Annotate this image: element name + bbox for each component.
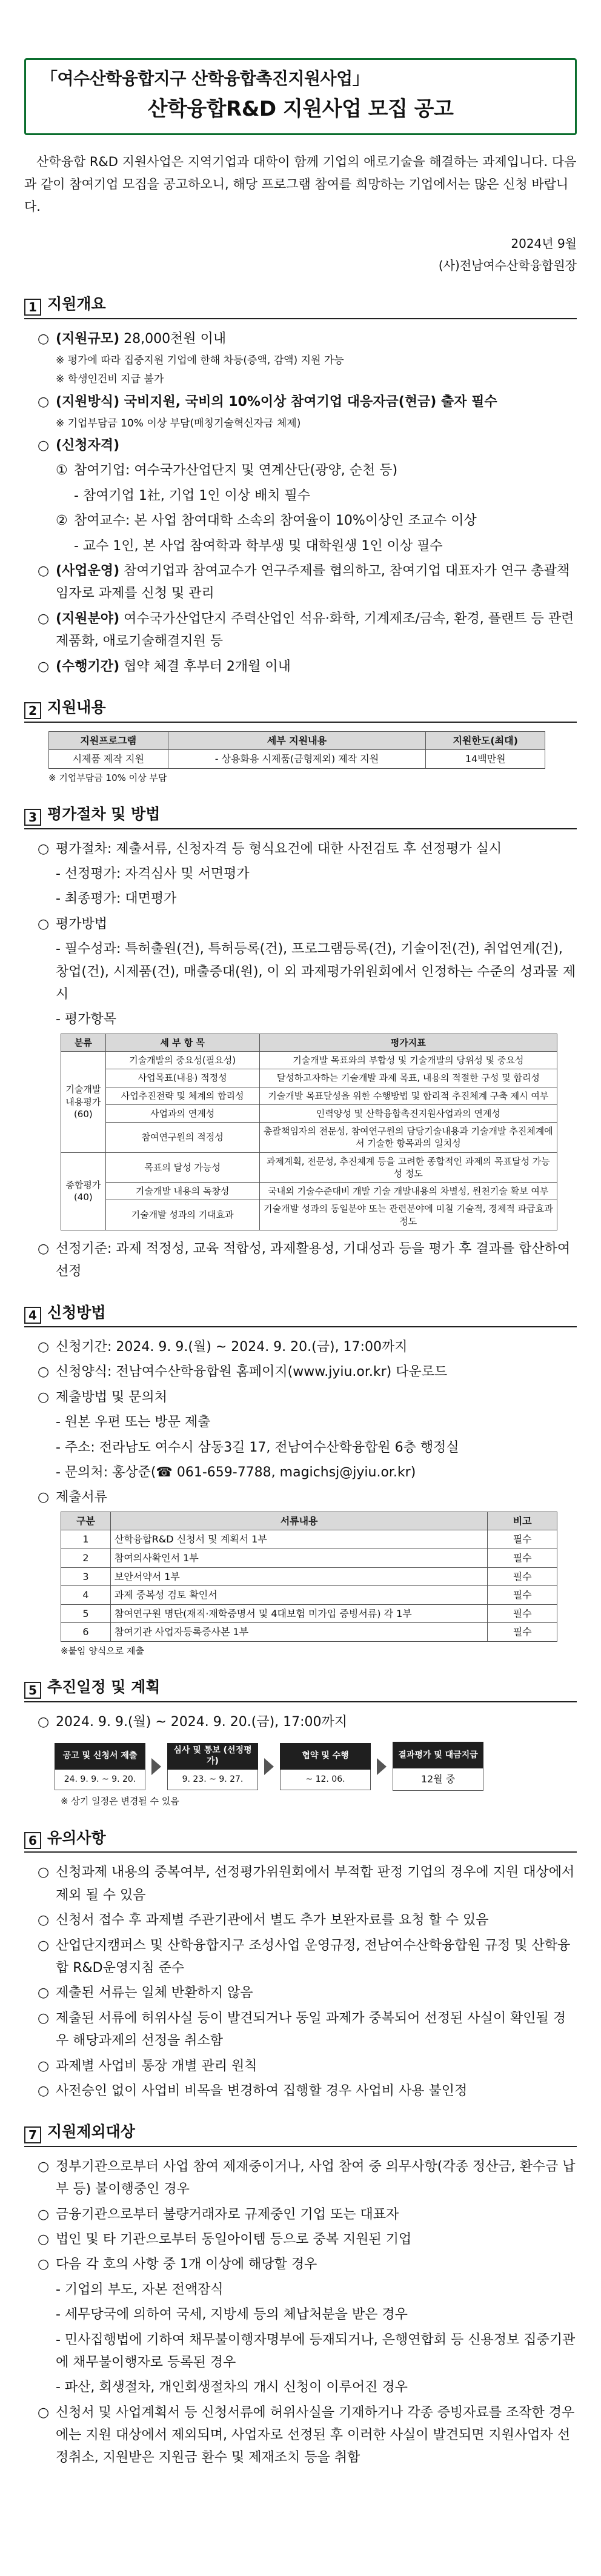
circle-bullet-icon: ○ xyxy=(38,2159,50,2174)
item-key: (수행기간) xyxy=(56,659,120,674)
table-cell: 필수 xyxy=(488,1623,557,1642)
list-item xyxy=(24,913,577,935)
item-key: (사업운영) xyxy=(56,563,120,579)
sub-item: - 민사집행법에 기하여 채무불이행자명부에 등재되거나, 은행연합회 등 신용정보 집중기관에 채무불이행자로 등록된 경우 xyxy=(56,2332,576,2370)
list-item xyxy=(24,2228,577,2251)
item-value: 평가절차: 제출서류, 신청자격 등 형식요건에 대한 사전검토 후 선정평가 실시 xyxy=(56,841,502,857)
table-row xyxy=(61,1567,557,1586)
table-header-row xyxy=(61,1512,557,1530)
circle-bullet-icon: ○ xyxy=(38,394,50,410)
list-item xyxy=(24,391,577,413)
table-cell: 참여의사확인서 1부 xyxy=(110,1549,487,1568)
column-header: 구분 xyxy=(61,1512,111,1530)
table-row xyxy=(49,750,545,769)
table-cell: 기술개발 내용의 독창성 xyxy=(105,1183,259,1200)
section-precautions xyxy=(24,1827,577,2102)
arrow-right-icon xyxy=(264,1758,274,1775)
sub-item: - 선정평가: 자격심사 및 서면평가 xyxy=(56,866,250,882)
table-header-row xyxy=(49,731,545,750)
section-title: 지원개요 xyxy=(47,295,106,313)
item-value: 금융기관으로부터 불량거래자로 규제중인 기업 또는 대표자 xyxy=(56,2206,399,2222)
table-cell: 14백만원 xyxy=(426,750,545,769)
section-number: 5 xyxy=(24,1682,41,1699)
section-schedule xyxy=(24,1676,577,1808)
sub-item: - 파산, 회생절차, 개인회생절차의 개시 신청이 이루어진 경우 xyxy=(56,2380,408,2395)
announcement-title: 산학융합R&D 지원사업 모집 공고 xyxy=(147,97,454,121)
table-cell: 기술개발 성과의 동일분야 또는 관련분야에 미칠 기술적, 경제적 파급효과 정도 xyxy=(259,1200,557,1230)
schedule-step xyxy=(55,1743,145,1790)
circle-bullet-icon: ○ xyxy=(38,841,50,857)
item-value: 정부기관으로부터 사업 참여 제재중이거나, 사업 참여 중 의무사항(각종 정산금, 환수금 납부 등) 불이행중인 경우 xyxy=(56,2159,576,2197)
group-cell: 종합평가(40) xyxy=(61,1152,106,1230)
section-heading xyxy=(24,1301,577,1328)
table-row xyxy=(61,1152,557,1183)
item-value: 제출된 서류에 허위사실 등이 발견되거나 동일 과제가 중복되어 선정된 사실이 확인될 경우 해당과제의 선정을 취소함 xyxy=(56,2010,566,2049)
circle-bullet-icon: ○ xyxy=(38,2231,50,2247)
sub-item: - 주소: 전라남도 여수시 삼동3길 17, 전남여수산학융합원 6층 행정실 xyxy=(56,1439,459,1455)
intro-paragraph: 산학융합 R&D 지원사업은 지역기업과 대학이 함께 기업의 애로기술을 해결하는 과제입니다. 다음과 같이 참여기업 모집을 공고하오니, 해당 프로그램 참여를 희망하는 기업에서는 많은 신청 바랍니다. xyxy=(24,154,577,214)
documents-table xyxy=(61,1512,557,1642)
item-value: 신청기간: 2024. 9. 9.(월) ~ 2024. 9. 20.(금), 17:00까지 xyxy=(56,1339,408,1355)
circle-bullet-icon: ○ xyxy=(38,659,50,674)
section-heading xyxy=(24,1676,577,1702)
note-text: ※ 기업부담금 10% 이상 부담 xyxy=(48,772,167,783)
sub-item: - 세무당국에 의하여 국세, 지방세 등의 체납처분을 받은 경우 xyxy=(56,2307,408,2323)
list-item xyxy=(24,560,577,605)
table-row xyxy=(61,1069,557,1087)
list-item xyxy=(24,1982,577,2004)
item-value: 참여기업: 여수국가산업단지 및 연계산단(광양, 순천 등) xyxy=(74,463,398,479)
item-key: (지원방식) xyxy=(56,394,120,410)
circle-bullet-icon: ○ xyxy=(38,1490,50,1505)
list-item xyxy=(24,510,577,532)
note-text: ※ 학생인건비 지급 불가 xyxy=(56,373,164,386)
item-value: 법인 및 타 기관으로부터 동일아이템 등으로 중복 지원된 기업 xyxy=(56,2231,412,2247)
circled-one-icon: ① xyxy=(56,463,68,479)
section-title: 지원제외대상 xyxy=(47,2123,135,2141)
table-cell: 인력양성 및 산학융합촉진지원사업과의 연계성 xyxy=(259,1104,557,1122)
list-item xyxy=(24,2156,577,2201)
circle-bullet-icon: ○ xyxy=(38,2206,50,2222)
table-cell: 1 xyxy=(61,1530,111,1549)
item-value: 신청서 접수 후 과제별 주관기관에서 별도 추가 보완자료를 요청 할 수 있음 xyxy=(56,1913,489,1928)
section-title: 추진일정 및 계획 xyxy=(47,1678,161,1696)
table-cell: 참여연구원 명단(재직·재학증명서 및 4대보험 미가입 증빙서류) 각 1부 xyxy=(110,1604,487,1623)
step-date: ~ 12. 06. xyxy=(280,1770,371,1790)
table-header-row xyxy=(61,1034,557,1051)
table-cell: - 상용화용 시제품(금형제외) 제작 지원 xyxy=(168,750,426,769)
list-item xyxy=(24,459,577,482)
table-cell: 필수 xyxy=(488,1530,557,1549)
item-value: 협약 체결 후부터 2개월 이내 xyxy=(124,659,291,674)
note-text: ※ 기업부담금 10% 이상 부담(매칭기술혁신자금 체제) xyxy=(56,417,301,430)
list-item xyxy=(24,656,577,678)
list-item xyxy=(24,1909,577,1931)
title-box xyxy=(24,58,577,135)
list-item xyxy=(24,1386,577,1409)
schedule-flow xyxy=(55,1742,577,1791)
circle-bullet-icon: ○ xyxy=(38,916,50,932)
table-cell: 참여기관 사업자등록증사본 1부 xyxy=(110,1623,487,1642)
table-cell: 기술개발 목표와의 부합성 및 기술개발의 당위성 및 중요성 xyxy=(259,1052,557,1069)
table-cell: 사업추진전략 및 체계의 합리성 xyxy=(105,1087,259,1104)
table-cell: 사업목표(내용) 적정성 xyxy=(105,1069,259,1087)
list-item xyxy=(24,1861,577,1907)
circle-bullet-icon: ○ xyxy=(38,438,50,454)
circle-bullet-icon: ○ xyxy=(38,1241,50,1256)
sub-item: - 원본 우편 또는 방문 제출 xyxy=(56,1415,211,1430)
section-support xyxy=(24,696,577,785)
list-item xyxy=(24,1486,577,1509)
table-cell: 필수 xyxy=(488,1567,557,1586)
section-title: 신청방법 xyxy=(47,1303,106,1321)
section-number: 7 xyxy=(24,2126,41,2143)
list-item xyxy=(24,2253,577,2276)
table-cell: 기술개발의 중요성(필요성) xyxy=(105,1052,259,1069)
item-value: 과제별 사업비 통장 개별 관리 원칙 xyxy=(56,2058,257,2074)
sub-item: - 문의처: 홍상준(☎ 061-659-7788, magichsj@jyiu.or.kr) xyxy=(56,1465,416,1481)
circle-bullet-icon: ○ xyxy=(38,1389,50,1405)
table-row xyxy=(61,1604,557,1623)
table-row xyxy=(61,1183,557,1200)
list-item xyxy=(24,2007,577,2053)
table-row xyxy=(61,1052,557,1069)
list-item xyxy=(24,1238,577,1283)
sub-item: - 교수 1인, 본 사업 참여학과 학부생 및 대학원생 1인 이상 필수 xyxy=(74,538,443,554)
circle-bullet-icon: ○ xyxy=(38,331,50,347)
step-title: 공고 및 신청서 제출 xyxy=(55,1743,145,1770)
item-value: 참여기업과 참여교수가 연구주제를 협의하고, 참여기업 대표자가 연구 총괄책임자로 과제를 신청 및 관리 xyxy=(56,563,570,602)
column-header: 세부 지원내용 xyxy=(168,731,426,750)
list-item xyxy=(24,328,577,350)
section-heading xyxy=(24,696,577,723)
circle-bullet-icon: ○ xyxy=(38,1913,50,1928)
table-cell: 총괄책임자의 전문성, 참여연구원의 담당기술내용과 기술개발 추진체계에서 기술한 항목과의 일치성 xyxy=(259,1123,557,1153)
section-application xyxy=(24,1301,577,1658)
circled-two-icon: ② xyxy=(56,513,68,529)
group-cell: 기술개발내용평가(60) xyxy=(61,1052,106,1153)
table-cell: 참여연구원의 적정성 xyxy=(105,1123,259,1153)
list-item xyxy=(24,1336,577,1358)
circle-bullet-icon: ○ xyxy=(38,2405,50,2420)
list-item xyxy=(24,1934,577,1980)
section-number: 1 xyxy=(24,299,41,316)
section-exclusions xyxy=(24,2120,577,2469)
arrow-right-icon xyxy=(377,1758,387,1775)
evaluation-table xyxy=(61,1034,557,1230)
section-overview xyxy=(24,293,577,678)
list-item xyxy=(24,1711,577,1733)
column-header: 평가지표 xyxy=(259,1034,557,1051)
circle-bullet-icon: ○ xyxy=(38,1364,50,1380)
list-item xyxy=(24,2203,577,2226)
circle-bullet-icon: ○ xyxy=(38,2083,50,2099)
table-cell: 2 xyxy=(61,1549,111,1568)
section-evaluation xyxy=(24,803,577,1283)
circle-bullet-icon: ○ xyxy=(38,2058,50,2074)
section-number: 6 xyxy=(24,1832,41,1849)
support-table xyxy=(48,731,545,769)
schedule-step xyxy=(393,1742,483,1791)
list-item xyxy=(24,2402,577,2469)
item-value: 선정기준: 과제 적정성, 교육 적합성, 과제활용성, 기대성과 등을 평가 후 결과를 합산하여 선정 xyxy=(56,1241,571,1280)
table-cell: 필수 xyxy=(488,1586,557,1605)
table-row xyxy=(61,1104,557,1122)
section-heading xyxy=(24,2120,577,2147)
list-item xyxy=(24,838,577,860)
list-item xyxy=(24,434,577,457)
note-text: ※붙임 양식으로 제출 xyxy=(61,1645,145,1656)
section-number: 4 xyxy=(24,1307,41,1324)
circle-bullet-icon: ○ xyxy=(38,2257,50,2272)
circle-bullet-icon: ○ xyxy=(38,1865,50,1881)
sub-item: - 평가항목 xyxy=(56,1012,116,1027)
sub-item: - 기업의 부도, 자본 전액잠식 xyxy=(56,2282,224,2297)
circle-bullet-icon: ○ xyxy=(38,1985,50,2001)
sub-item: - 필수성과: 특허출원(건), 특허등록(건), 프로그램등록(건), 기술이전(건), 취업연계(건), 창업(건), 시제품(건), 매출증대(원), 이 외 과제평가위원회에서 인정하는 수준의 성과물 제시 xyxy=(56,941,576,1003)
table-row xyxy=(61,1087,557,1104)
table-cell: 6 xyxy=(61,1623,111,1642)
item-value: 사전승인 없이 사업비 비목을 변경하여 집행할 경우 사업비 사용 불인정 xyxy=(56,2083,468,2099)
item-value: 신청양식: 전남여수산학융합원 홈페이지(www.jyiu.or.kr) 다운로드 xyxy=(56,1364,448,1380)
table-row xyxy=(61,1586,557,1605)
table-cell: 필수 xyxy=(488,1549,557,1568)
table-cell: 산학융합R&D 신청서 및 계획서 1부 xyxy=(110,1530,487,1549)
list-item xyxy=(24,2080,577,2102)
table-row xyxy=(61,1530,557,1549)
sub-item: - 참여기업 1社, 기업 1인 이상 배치 필수 xyxy=(74,488,311,503)
section-heading xyxy=(24,803,577,829)
table-cell: 국내외 기술수준대비 개발 기술 개발내용의 차별성, 원천기술 확보 여부 xyxy=(259,1183,557,1200)
step-title: 협약 및 수행 xyxy=(280,1743,371,1770)
program-title: 「여수산학융합지구 산학융합촉진지원사업」 xyxy=(41,68,370,88)
circle-bullet-icon: ○ xyxy=(38,1339,50,1355)
table-row xyxy=(61,1123,557,1153)
schedule-step xyxy=(280,1743,371,1790)
step-date: 9. 23. ~ 9. 27. xyxy=(167,1770,258,1790)
circle-bullet-icon: ○ xyxy=(38,563,50,579)
circle-bullet-icon: ○ xyxy=(38,611,50,626)
announcement-date: 2024년 9월 xyxy=(511,236,577,251)
table-row xyxy=(61,1623,557,1642)
column-header: 지원프로그램 xyxy=(49,731,168,750)
arrow-right-icon xyxy=(151,1758,161,1775)
table-cell: 과제계획, 전문성, 추진체계 등을 고려한 종합적인 과제의 목표달성 가능성 정도 xyxy=(259,1152,557,1183)
section-number: 2 xyxy=(24,702,41,719)
item-value: 여수국가산업단지 주력산업인 석유·화학, 기계제조/금속, 환경, 플랜트 등 관련 제품화, 애로기술해결지원 등 xyxy=(56,611,574,649)
table-cell: 4 xyxy=(61,1586,111,1605)
list-item xyxy=(24,1361,577,1383)
table-cell: 보안서약서 1부 xyxy=(110,1567,487,1586)
column-header: 세 부 항 목 xyxy=(105,1034,259,1051)
table-cell: 5 xyxy=(61,1604,111,1623)
sub-item: - 최종평가: 대면평가 xyxy=(56,891,177,907)
item-value: 제출방법 및 문의처 xyxy=(56,1389,168,1405)
section-heading xyxy=(24,293,577,319)
item-value: 신청서 및 사업계획서 등 신청서류에 허위사실을 기재하거나 각종 증빙자료를 조작한 경우에는 지원 대상에서 제외되며, 사업자로 선정된 후 이러한 사실이 발견되면 지원사업자 선정취소, 지원받은 지원금 환수 및 제재조치 등을 취함 xyxy=(56,2405,575,2466)
item-value: 28,000천원 이내 xyxy=(124,331,227,347)
table-cell: 기술개발 목표달성을 위한 수행방법 및 합리적 추진체계 구축 제시 여부 xyxy=(259,1087,557,1104)
note-text: ※ 상기 일정은 변경될 수 있음 xyxy=(61,1796,179,1807)
table-row xyxy=(61,1200,557,1230)
column-header: 지원한도(최대) xyxy=(426,731,545,750)
item-value: 참여교수: 본 사업 참여대학 소속의 참여율이 10%이상인 조교수 이상 xyxy=(74,513,477,529)
table-cell: 기술개발 성과의 기대효과 xyxy=(105,1200,259,1230)
step-date: 24. 9. 9. ~ 9. 20. xyxy=(55,1770,145,1790)
schedule-step xyxy=(167,1743,258,1790)
table-cell: 사업과의 연계성 xyxy=(105,1104,259,1122)
table-cell: 3 xyxy=(61,1567,111,1586)
section-title: 평가절차 및 방법 xyxy=(47,805,161,823)
circle-bullet-icon: ○ xyxy=(38,1714,50,1730)
table-cell: 시제품 제작 지원 xyxy=(49,750,168,769)
circle-bullet-icon: ○ xyxy=(38,2010,50,2026)
section-title: 지원내용 xyxy=(47,699,106,716)
item-key: (지원규모) xyxy=(56,331,120,347)
table-cell: 달성하고자하는 기술개발 과제 목표, 내용의 적절한 구성 및 합리성 xyxy=(259,1069,557,1087)
column-header: 분류 xyxy=(61,1034,106,1051)
item-value: 평가방법 xyxy=(56,916,108,932)
item-value: 국비지원, 국비의 10%이상 참여기업 대응자금(현금) 출자 필수 xyxy=(124,394,497,410)
issuing-organization: (사)전남여수산학융합원장 xyxy=(438,258,577,273)
table-row xyxy=(61,1549,557,1568)
section-number: 3 xyxy=(24,809,41,826)
section-title: 유의사항 xyxy=(47,1828,106,1847)
table-cell: 목표의 달성 가능성 xyxy=(105,1152,259,1183)
table-cell: 필수 xyxy=(488,1604,557,1623)
list-item xyxy=(24,2055,577,2077)
note-text: ※ 평가에 따라 집중지원 기업에 한해 차등(증액, 감액) 지원 가능 xyxy=(56,354,344,367)
item-value: 다음 각 호의 사항 중 1개 이상에 해당할 경우 xyxy=(56,2257,317,2272)
step-title: 결과평가 및 대금지급 xyxy=(393,1742,483,1768)
section-heading xyxy=(24,1827,577,1853)
step-date: 12월 중 xyxy=(393,1768,483,1791)
column-header: 비고 xyxy=(488,1512,557,1530)
item-key: (신청자격) xyxy=(56,438,120,454)
item-value: 산업단지캠퍼스 및 산학융합지구 조성사업 운영규정, 전남여수산학융합원 규정 및 산학융합 R&D운영지침 준수 xyxy=(56,1937,571,1976)
item-key: (지원분야) xyxy=(56,611,120,626)
circle-bullet-icon: ○ xyxy=(38,1937,50,1953)
item-value: 2024. 9. 9.(월) ~ 2024. 9. 20.(금), 17:00까지 xyxy=(56,1714,348,1730)
item-value: 제출서류 xyxy=(56,1490,108,1505)
table-cell: 과제 중복성 검토 확인서 xyxy=(110,1586,487,1605)
list-item xyxy=(24,608,577,653)
column-header: 서류내용 xyxy=(110,1512,487,1530)
item-value: 제출된 서류는 일체 반환하지 않음 xyxy=(56,1985,253,2001)
item-value: 신청과제 내용의 중복여부, 선정평가위원회에서 부적합 판정 기업의 경우에 지원 대상에서 제외 될 수 있음 xyxy=(56,1865,575,1903)
step-title: 심사 및 통보 (선정평가) xyxy=(167,1743,258,1770)
